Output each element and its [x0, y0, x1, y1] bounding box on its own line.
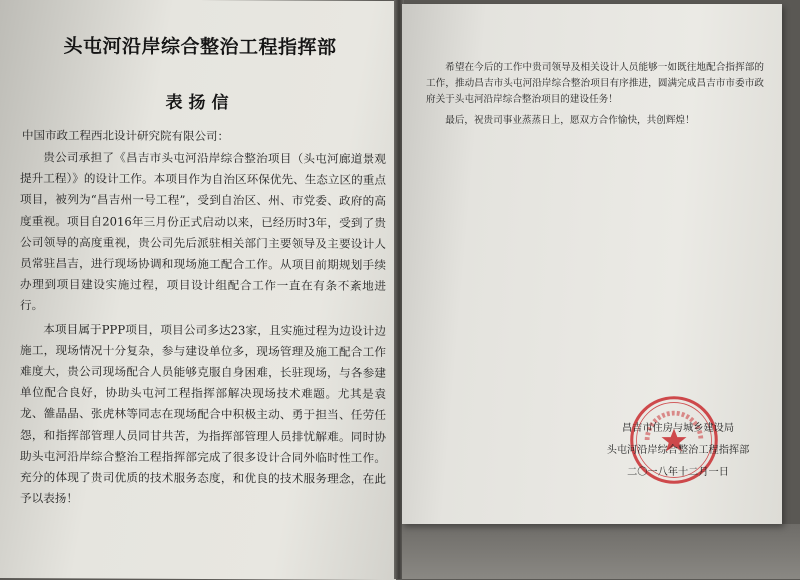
letter-body-right	[426, 60, 764, 129]
letter-page-left	[0, 0, 396, 580]
body-paragraph: 希望在今后的工作中贵司领导及相关设计人员能够一如既往地配合指挥部的工作，推动昌吉市头屯河沿岸综合整治项目有序推进，圆满完成昌吉市市委市政府关于头屯河沿岸综合整治项目的建设任务！	[426, 62, 764, 105]
body-paragraph: 本项目属于PPP项目，项目公司多达23家，且实施过程为边设计边施工，现场情况十分复杂，参与建设单位多，现场管理及施工配合工作难度大，贵公司现场配合人员能够克服自身困难，长驻现场，与各参建单位配合良好，协助头屯河工程指挥部解决现场技术难题。尤其是袁龙、雒晶晶、张虎林等同志在现场配合中积极主动、勇于担当、任劳任怨，和指挥部管理人员同甘共苦，为指挥部管理人员排忧解难。同时协助头屯河沿岸综合整治工程指挥部完成了很多设计合同外临时性工作。充分的体现了贵司优质的技术服务态度，和优良的技术服务理念，在此予以表扬！	[20, 321, 386, 506]
table-surface	[402, 524, 800, 579]
signature-line: 头屯河沿岸综合整治工程指挥部	[606, 445, 750, 456]
letter-body-left	[20, 147, 386, 511]
issuer-headline: 头屯河沿岸综合整治工程指挥部	[63, 35, 337, 59]
letter-page-right	[402, 4, 782, 524]
signature-line: 昌吉市住房与城乡建设局	[621, 423, 735, 434]
body-paragraph: 最后，祝贵司事业蒸蒸日上，愿双方合作愉快，共创辉煌！	[445, 115, 695, 126]
salutation: 中国市政工程西北设计研究院有限公司：	[22, 128, 229, 144]
body-paragraph: 贵公司承担了《昌吉市头屯河沿岸综合整治项目（头屯河廊道景观提升工程）》的设计工作。本项目作为自治区环保优先、生态立区的重点项目，被列为“昌吉州一号工程”，受到自治区、州、市党委、政府的高度重视。项目自2016年三月份正式启动以来，已经历时3年，受到了贵公司领导的高度重视，贵公司先后派驻相关部门主要领导及主要设计人员常驻昌吉，进行现场协调和现场施工配合工作。从项目前期规划手续办理到项目建设实施过程，项目设计组配合工作一直在有条不紊地进行。	[20, 150, 386, 313]
signature-date: 二〇一八年十二月一日	[627, 467, 729, 478]
signature-block	[578, 418, 778, 484]
letter-title: 表扬信	[165, 92, 235, 114]
